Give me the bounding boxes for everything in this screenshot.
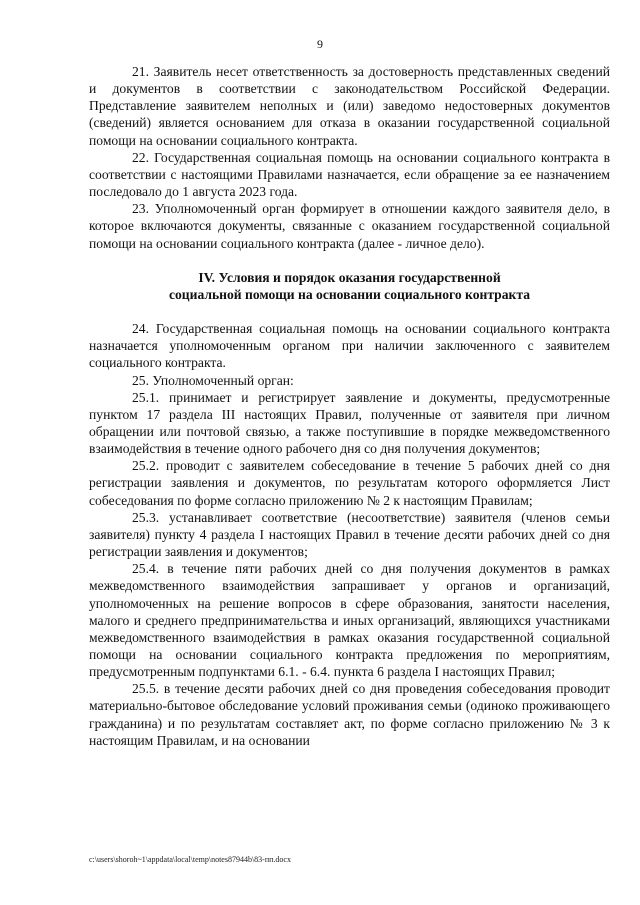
section-heading-line-1: IV. Условия и порядок оказания государственной — [198, 269, 501, 285]
paragraph-23: 23. Уполномоченный орган формирует в отношении каждого заявителя дело, в которое включаются документы, связанные с оказанием государственной социальной помощи на основании социального контракта (далее - личное дело). — [89, 201, 610, 251]
paragraph-25-3: 25.3. устанавливает соответствие (несоответствие) заявителя (членов семьи заявителя) пункту 4 раздела I настоящих Правил в течение десяти рабочих дней со дня регистрации заявления и документов; — [89, 509, 610, 560]
paragraph-25-2: 25.2. проводит с заявителем собеседование в течение 5 рабочих дней со дня регистрации заявления и документов, по результатам которого оформляется Лист собеседования по форме согласно приложению № 2 к настоящим Правилам; — [89, 458, 610, 508]
paragraph-21: 21. Заявитель несет ответственность за достоверность представленных сведений и документов в соответствии с законодательством Российской Федерации. Представление заявителем неполных и (или) заведомо недостоверных документов (сведений) является основанием для отказа в оказании государственной социальной помощи на основании социального контракта. — [89, 64, 610, 148]
paragraph-24: 24. Государственная социальная помощь на основании социального контракта назначается уполномоченным органом при наличии заключенного с заявителем социального контракта. — [89, 321, 610, 371]
document-body — [89, 63, 610, 749]
paragraph-25-1: 25.1. принимает и регистрирует заявление и документы, предусмотренные пунктом 17 раздела III настоящих Правил, полученные от заявителя при личном обращении или почтовой связью, а также поступившие в порядке межведомственного взаимодействия в течение одного рабочего дня со дня получения документов; — [89, 389, 610, 457]
footer-file-path: c:\users\shoroh~1\appdata\local\temp\notes87944b\83-пп.docx — [89, 855, 291, 864]
paragraph-25: 25. Уполномоченный орган: — [132, 372, 294, 388]
section-heading-line-2: социальной помощи на основании социального контракта — [168, 286, 531, 302]
section-heading — [89, 269, 610, 303]
paragraph-25-5: 25.5. в течение десяти рабочих дней со дня проведения собеседования проводит материально-бытовое обследование условий проживания семьи (одиноко проживающего гражданина) и по результатам составляет акт, по форме согласно приложению № 3 к настоящим Правилам, и на основании — [89, 681, 610, 748]
paragraph-25-4: 25.4. в течение пяти рабочих дней со дня получения документов в рамках межведомственного взаимодействия запрашивает у органов и организаций, уполномоченных на решение вопросов в сфере образования, занятости населения, малого и среднего предпринимательства и иных организаций, являющихся участниками межведомственного взаимодействия в рамках оказания государственной социальной помощи на основании социального контракта предложения по мероприятиям, предусмотренным подпунктами 6.1. - 6.4. пункта 6 раздела I настоящих Правил; — [89, 561, 610, 680]
page-number: 9 — [317, 37, 323, 51]
paragraph-22: 22. Государственная социальная помощь на основании социального контракта в соответствии с настоящими Правилами назначается, если обращение за ее назначением последовало до 1 августа 2023 года. — [89, 149, 610, 200]
